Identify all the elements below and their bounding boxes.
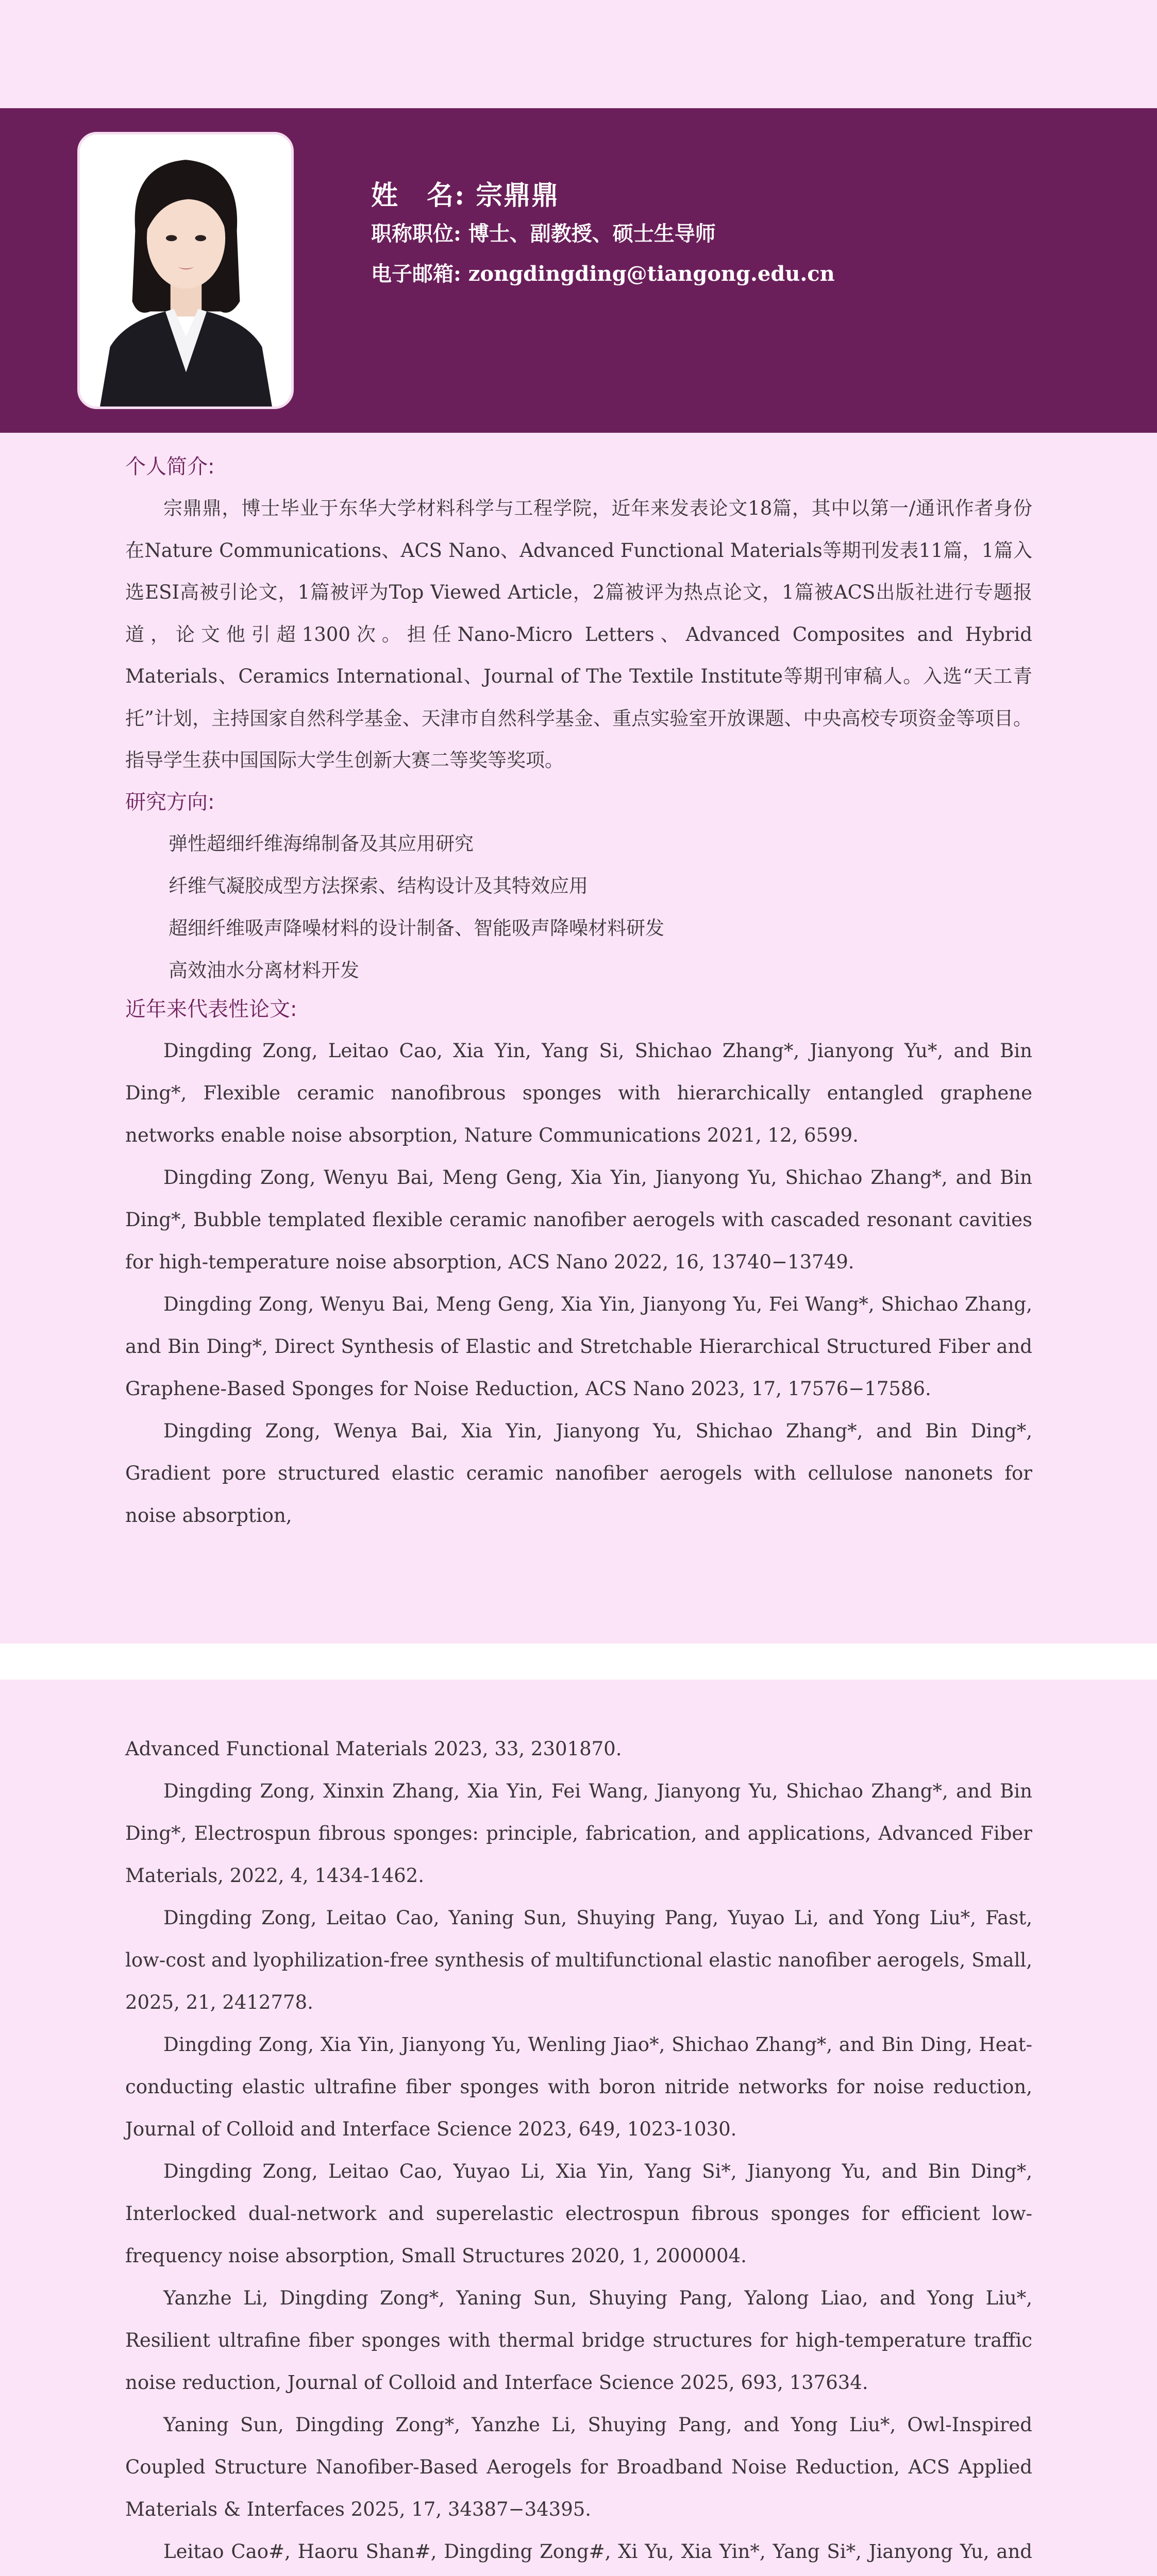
profile-info <box>371 178 835 294</box>
research-item: 弹性超细纤维海绵制备及其应用研究 <box>169 832 474 855</box>
paper-item: Dingding Zong, Leitao Cao, Yaning Sun, Shuying Pang, Yuyao Li, and Yong Liu*, Fast, low-cost and lyophilization-free synthesis of multifunctional elastic nanofiber aerogels, Small, 2025, 21, 2412778. <box>125 1907 1032 2013</box>
paper-item: Dingding Zong, Wenyu Bai, Meng Geng, Xia Yin, Jianyong Yu, Fei Wang*, Shichao Zhang, and Bin Ding*, Direct Synthesis of Elastic and Stretchable Hierarchical Structured Fiber and Graphene-Based Sponges for Noise Reduction, ACS Nano 2023, 17, 17576−17586. <box>125 1293 1032 1400</box>
intro-text: 宗鼎鼎，博士毕业于东华大学材料科学与工程学院，近年来发表论文18篇，其中以第一/通讯作者身份在Nature Communications、ACS Nano、Advanced Functional Materials等期刊发表11篇，1篇入选ESI高被引论文，1篇被评为Top Viewed Article，2篇被评为热点论文，1篇被ACS出版社进行专题报道，论文他引超1300次。担任Nano-Micro Letters、Advanced Composites and Hybrid Materials、Ceramics International、Journal of The Textile Institute等期刊审稿人。入选“天工青托”计划，主持国家自然科学基金、天津市自然科学基金、重点实验室开放课题、中央高校专项资金等项目。指导学生获中国国际大学生创新大赛二等奖等奖项。 <box>125 497 1032 771</box>
research-list <box>125 823 1032 992</box>
page-gap <box>0 1643 1157 1680</box>
paper-item: Dingding Zong, Wenyu Bai, Meng Geng, Xia Yin, Jianyong Yu, Shichao Zhang*, and Bin Ding*, Bubble templated flexible ceramic nanofiber aerogels with cascaded resonant cavities for high-temperature noise absorption, ACS Nano 2022, 16, 13740−13749. <box>125 1166 1032 1273</box>
paper-item: Dingding Zong, Leitao Cao, Yuyao Li, Xia Yin, Yang Si*, Jianyong Yu, and Bin Ding*, Interlocked dual-network and superelastic electrospun fibrous sponges for efficient low-frequency noise absorption, Small Structures 2020, 1, 2000004. <box>125 2160 1032 2267</box>
page-2 <box>0 1680 1157 2576</box>
paper-item: Dingding Zong, Wenya Bai, Xia Yin, Jianyong Yu, Shichao Zhang*, and Bin Ding*, Gradient pore structured elastic ceramic nanofiber aerogels with cellulose nanonets for noise absorption, <box>125 1419 1032 1527</box>
paper-item: Yaning Sun, Dingding Zong*, Yanzhe Li, Shuying Pang, and Yong Liu*, Owl-Inspired Coupled Structure Nanofiber-Based Aerogels for Broadband Noise Reduction, ACS Applied Materials & Interfaces 2025, 17, 34387−34395. <box>125 2414 1032 2520</box>
paper-item: Dingding Zong, Xia Yin, Jianyong Yu, Wenling Jiao*, Shichao Zhang*, and Bin Ding, Heat-conducting elastic ultrafine fiber sponges with boron nitride networks for noise reduction, Journal of Colloid and Interface Science 2023, 649, 1023-1030. <box>125 2033 1032 2140</box>
profile-photo <box>77 132 294 409</box>
paper-item: Yanzhe Li, Dingding Zong*, Yaning Sun, Shuying Pang, Yalong Liao, and Yong Liu*, Resilient ultrafine fiber sponges with thermal bridge structures for high-temperature traffic noise reduction, Journal of Colloid and Interface Science 2025, 693, 137634. <box>125 2287 1032 2394</box>
title-line: 职称职位: 博士、副教授、硕士生导师 <box>371 222 716 246</box>
paper-continuation: Advanced Functional Materials 2023, 33, 2301870. <box>125 1738 622 1760</box>
profile-header <box>0 108 1157 433</box>
research-item: 超细纤维吸声降噪材料的设计制备、智能吸声降噪材料研发 <box>169 917 664 939</box>
main-content-continued <box>125 1728 1032 2576</box>
papers-heading: 近年来代表性论文: <box>125 997 297 1021</box>
main-content <box>125 451 1032 1537</box>
name-line: 姓 名: 宗鼎鼎 <box>371 180 560 211</box>
paper-list-page1 <box>125 1030 1032 1537</box>
intro-heading: 个人简介: <box>125 455 215 479</box>
research-item: 纤维气凝胶成型方法探索、结构设计及其特效应用 <box>169 874 588 897</box>
email-line: 电子邮箱: zongdingding@tiangong.edu.cn <box>371 262 835 286</box>
paper-item: Leitao Cao#, Haoru Shan#, Dingding Zong#, Xi Yu, Xia Yin*, Yang Si*, Jianyong Yu, and <box>163 2540 1032 2563</box>
research-heading: 研究方向: <box>125 790 215 814</box>
paper-item: Dingding Zong, Leitao Cao, Xia Yin, Yang Si, Shichao Zhang*, Jianyong Yu*, and Bin Ding*, Flexible ceramic nanofibrous sponges with hierarchically entangled graphene networks enable noise absorption, Nature Communications 2021, 12, 6599. <box>125 1039 1032 1146</box>
research-item: 高效油水分离材料开发 <box>169 959 359 981</box>
paper-item: Dingding Zong, Xinxin Zhang, Xia Yin, Fei Wang, Jianyong Yu, Shichao Zhang*, and Bin Ding*, Electrospun fibrous sponges: principle, fabrication, and applications, Advanced Fiber Materials, 2022, 4, 1434-1462. <box>125 1780 1032 1887</box>
